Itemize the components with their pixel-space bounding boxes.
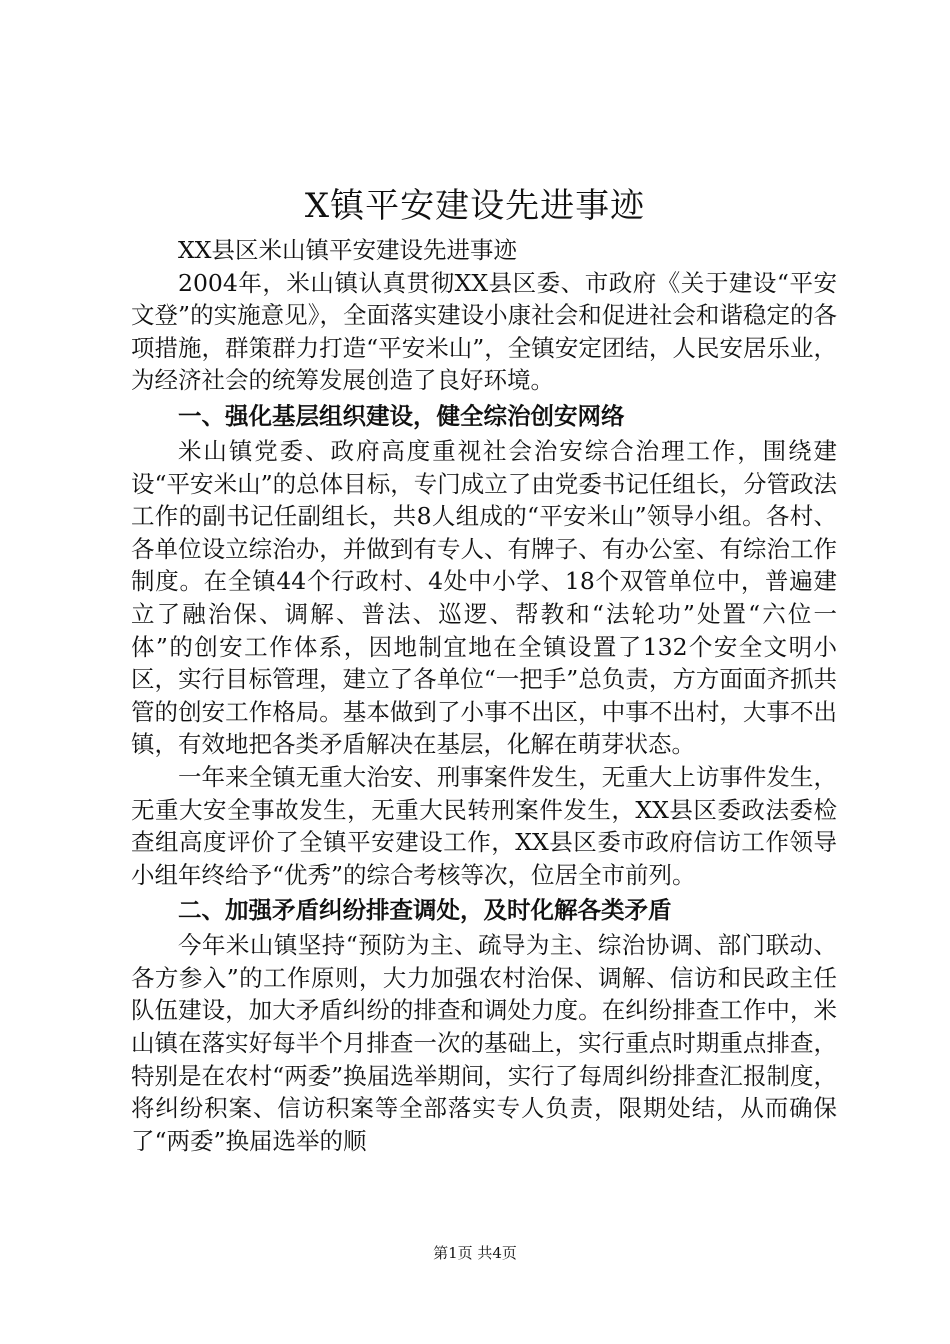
section1-paragraph-1: 米山镇党委、政府高度重视社会治安综合治理工作，围绕建设“平安米山”的总体目标，专门成立了由党委书记任组长，分管政法工作的副书记任副组长，共8人组成的“平安米山”领导小组。各村、各单位设立综治办，并做到有专人、有牌子、有办公室、有综治工作制度。在全镇44个行政村、4处中小学、18个双管单位中，普遍建立了融治保、调解、普法、巡逻、帮教和“法轮功”处置“六位一体”的创安工作体系，因地制宜地在全镇设置了132个安全文明小区，实行目标管理，建立了各单位“一把手”总负责，方方面面齐抓共管的创安工作格局。基本做到了小事不出区，中事不出村，大事不出镇，有效地把各类矛盾解决在基层，化解在萌芽状态。 [131, 436, 837, 759]
subtitle-paragraph: XX县区米山镇平安建设先进事迹 [178, 236, 517, 264]
document-title: X镇平安建设先进事迹 [304, 186, 646, 226]
section1-paragraph-2: 一年来全镇无重大治安、刑事案件发生，无重大上访事件发生，无重大安全事故发生，无重大民转刑案件发生，XX县区委政法委检查组高度评价了全镇平安建设工作，XX县区委市政府信访工作领导小组年终给予“优秀”的综合考核等次，位居全市前列。 [131, 762, 837, 889]
intro-paragraph: 2004年，米山镇认真贯彻XX县区委、市政府《关于建设“平安文登”的实施意见》，全面落实建设小康社会和促进社会和谐稳定的各项措施，群策群力打造“平安米山”，全镇安定团结，人民安居乐业，为经济社会的统筹发展创造了良好环境。 [131, 268, 837, 395]
document-body [131, 234, 837, 1157]
page-number-footer: 第1页 共4页 [433, 1244, 517, 1262]
section2-heading: 二、加强矛盾纠纷排查调处，及时化解各类矛盾 [178, 896, 672, 925]
section1-heading: 一、强化基层组织建设，健全综治创安网络 [178, 401, 625, 430]
section2-paragraph-1: 今年米山镇坚持“预防为主、疏导为主、综治协调、部门联动、各方参入”的工作原则，大力加强农村治保、调解、信访和民政主任队伍建设，加大矛盾纠纷的排查和调处力度。在纠纷排查工作中，米山镇在落实好每半个月排查一次的基础上，实行重点时期重点排查，特别是在农村“两委”换届选举期间，实行了每周纠纷排查汇报制度，将纠纷积案、信访积案等全部落实专人负责，限期处结，从而确保了“两委”换届选举的顺 [131, 931, 837, 1155]
